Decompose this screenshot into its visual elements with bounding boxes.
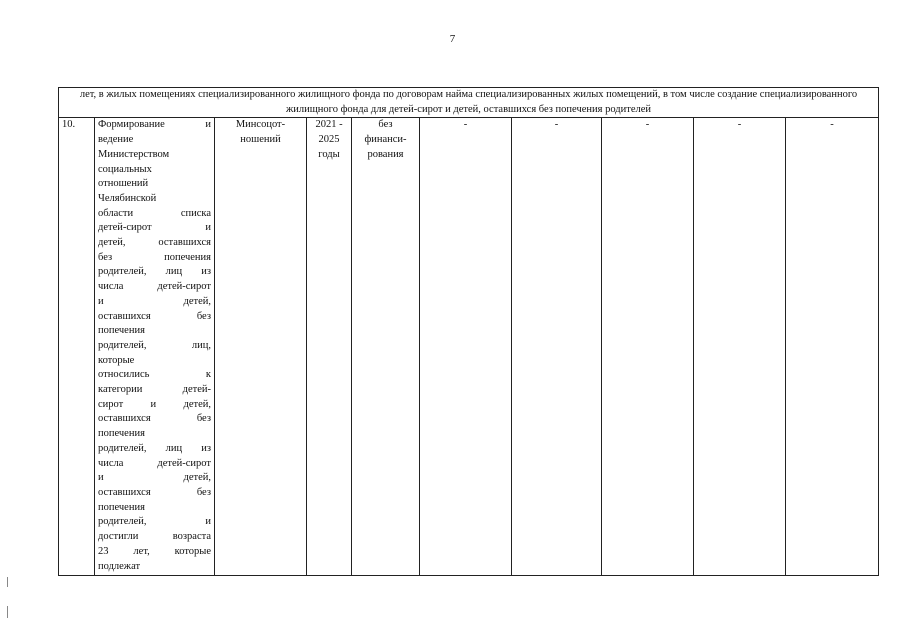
description-line: родителей, и xyxy=(98,516,211,528)
funding-source xyxy=(352,118,420,576)
description-line: подлежат xyxy=(98,560,141,572)
description-line: родителей, лиц, xyxy=(98,339,211,351)
funding-lines xyxy=(355,118,416,162)
section-header: лет, в жилых помещениях специализированного жилищного фонда по договорам найма специализированных жилых помещений, в том числе создание специализированного жилищного фонда для детей-сирот и детей, оставшихся без попечения родителей xyxy=(59,88,879,118)
value-cell-1: - xyxy=(420,118,512,576)
description-line: ведение xyxy=(98,134,134,146)
funding-line: рования xyxy=(367,148,404,160)
row-number: 10. xyxy=(59,118,95,576)
description-line: социальных xyxy=(98,163,152,175)
description-line: 23 лет, которые xyxy=(98,545,211,557)
value-cell-4: - xyxy=(694,118,786,576)
table-row xyxy=(59,118,879,576)
page-number: 7 xyxy=(449,33,456,45)
description-line: детей-сирот и xyxy=(98,222,211,234)
description-line: без попечения xyxy=(98,251,211,263)
executor-lines xyxy=(218,118,303,147)
value-cell-5: - xyxy=(786,118,879,576)
activity-description xyxy=(95,118,215,576)
description-line: родителей, лиц из xyxy=(98,442,211,454)
executor-line: Минсоцот- xyxy=(235,119,286,131)
value-cell-2: - xyxy=(512,118,602,576)
description-line: Челябинской xyxy=(98,192,157,204)
section-header-row xyxy=(59,88,879,118)
period-line: 2025 xyxy=(318,134,340,146)
value-cell-3: - xyxy=(602,118,694,576)
activity-description-lines xyxy=(98,118,211,574)
scan-mark xyxy=(7,577,8,587)
period xyxy=(307,118,352,576)
description-line: числа детей-сирот xyxy=(98,281,211,293)
description-line: которые xyxy=(98,354,135,366)
description-line: и детей, xyxy=(98,295,211,307)
description-line: и детей, xyxy=(98,472,211,484)
description-line: попечения xyxy=(98,501,145,513)
description-line: попечения xyxy=(98,325,145,337)
scan-mark xyxy=(7,606,8,618)
description-line: области списка xyxy=(98,207,211,219)
period-line: годы xyxy=(318,148,340,160)
description-line: родителей, лиц из xyxy=(98,266,211,278)
description-line: детей, оставшихся xyxy=(98,237,211,249)
executor-line: ношений xyxy=(240,134,281,146)
description-line: Формирование и xyxy=(98,119,211,131)
description-line: оставшихся без xyxy=(98,486,211,498)
description-line: оставшихся без xyxy=(98,310,211,322)
description-line: категории детей- xyxy=(98,384,211,396)
period-line: 2021 - xyxy=(315,119,343,131)
description-line: относились к xyxy=(98,369,211,381)
description-line: сирот и детей, xyxy=(98,398,211,410)
description-line: попечения xyxy=(98,428,145,440)
funding-line: финанси- xyxy=(364,134,407,146)
description-line: отношений xyxy=(98,178,149,190)
executor xyxy=(215,118,307,576)
description-line: достигли возраста xyxy=(98,531,211,543)
funding-line: без xyxy=(378,119,393,131)
description-line: числа детей-сирот xyxy=(98,457,211,469)
description-line: Министерством xyxy=(98,148,170,160)
description-line: оставшихся без xyxy=(98,413,211,425)
period-lines xyxy=(310,118,348,162)
program-table xyxy=(58,87,879,576)
